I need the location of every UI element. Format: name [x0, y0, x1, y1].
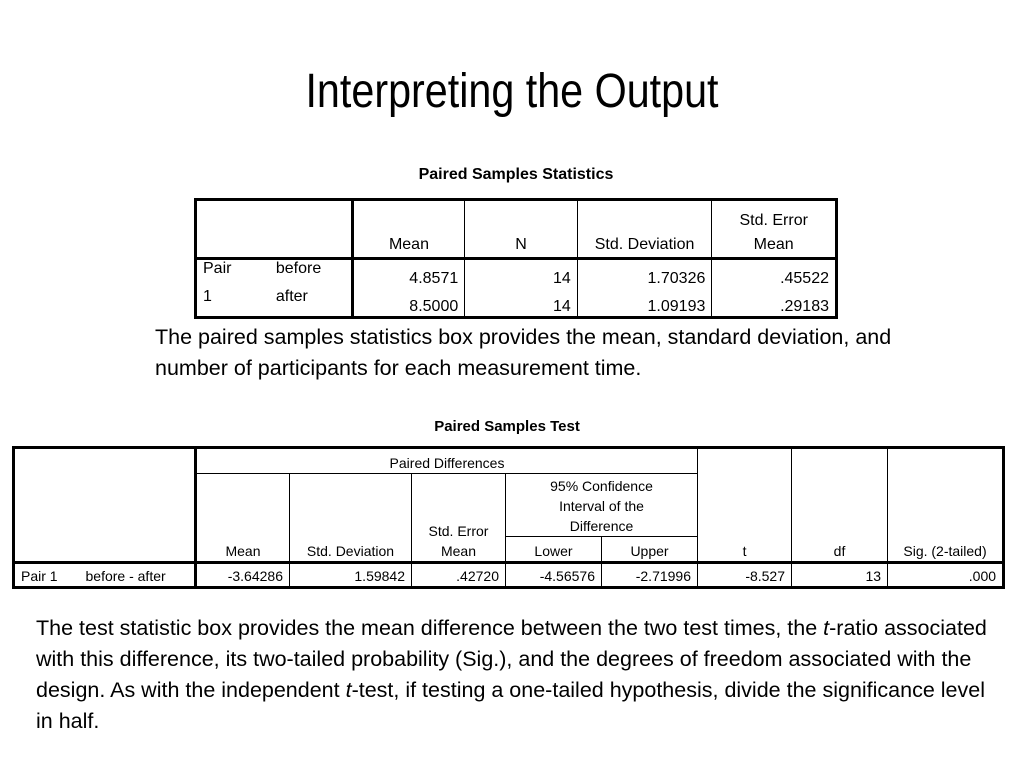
cell-n: 14 [465, 259, 578, 289]
col-header-df: df [792, 448, 888, 563]
pair-label: Pair 1 [21, 568, 58, 584]
col-header-se-line1: Std. Error [739, 212, 808, 229]
ci-header-line2: Interval of the [559, 498, 644, 514]
stats-table-title: Paired Samples Statistics [418, 166, 614, 183]
test-table-title: Paired Samples Test [434, 418, 580, 435]
test-header-row-1 [14, 448, 1004, 474]
corner-cell [270, 200, 352, 259]
cell-df: 13 [792, 563, 888, 588]
caption-part1: The test statistic box provides the mean difference between the two test times, the [36, 616, 824, 640]
caption-part3: -test, if testing a one-tailed hypothesis, divide the significance level in half. [36, 678, 985, 733]
col-header-mean: Mean [196, 474, 290, 563]
cell-t: -8.527 [698, 563, 792, 588]
stats-header-row [196, 200, 837, 259]
caption-part2: -ratio associated with this difference, its two-tailed probability (Sig.), and the degrees of freedom associated with the design. As with the independent [36, 616, 987, 702]
col-header-upper: Upper [602, 539, 698, 563]
row-label-before: before [275, 260, 322, 277]
cell-std-deviation: 1.70326 [577, 259, 712, 289]
col-header-se-line2: Mean [440, 543, 477, 559]
pair-number: 1 [203, 288, 212, 305]
cell-mean: 8.5000 [352, 288, 465, 318]
table-row [196, 259, 837, 289]
row-label: before - after [85, 568, 166, 584]
cell-sig: .000 [888, 563, 1004, 588]
cell-mean: -3.64286 [196, 563, 290, 588]
ci-header-line1: 95% Confidence [550, 478, 653, 494]
group-header-confidence-interval [506, 474, 698, 537]
cell-std-error: .45522 [712, 259, 837, 289]
cell-std-deviation: 1.09193 [577, 288, 712, 318]
col-header-mean: Mean [352, 200, 465, 259]
row-label-after: after [275, 288, 308, 305]
col-header-lower: Lower [506, 539, 602, 563]
group-header-paired-differences: Paired Differences [196, 448, 698, 474]
cell-std-error: .29183 [712, 288, 837, 318]
col-header-std-error-mean [412, 474, 506, 563]
pair-label: Pair [203, 260, 232, 277]
stats-caption: The paired samples statistics box provides the mean, standard deviation, and number of participants for each measurement time. [155, 325, 892, 380]
col-header-n: N [465, 200, 578, 259]
caption-t-italic-2: t [345, 678, 352, 702]
slide-title: Interpreting the Output [305, 65, 719, 118]
col-header-se-line2: Mean [753, 236, 794, 253]
col-header-std-error-mean [712, 200, 837, 259]
corner-cell [14, 448, 196, 563]
col-header-std-deviation: Std. Deviation [290, 474, 412, 563]
col-header-se-line1: Std. Error [428, 523, 489, 539]
cell-upper: -2.71996 [602, 563, 698, 588]
cell-std-error: .42720 [412, 563, 506, 588]
table-row [196, 288, 837, 318]
col-header-sig: Sig. (2-tailed) [888, 448, 1004, 563]
col-header-t: t [698, 448, 792, 563]
col-header-std-deviation: Std. Deviation [577, 200, 712, 259]
corner-cell [196, 200, 270, 259]
cell-n: 14 [465, 288, 578, 318]
caption-t-italic-1: t [823, 616, 830, 640]
cell-lower: -4.56576 [506, 563, 602, 588]
paired-samples-test-table [12, 446, 1005, 589]
cell-std-deviation: 1.59842 [290, 563, 412, 588]
test-caption [36, 613, 996, 737]
paired-samples-statistics-table [194, 198, 838, 319]
table-row [14, 563, 1004, 588]
ci-header-line3: Difference [569, 518, 634, 534]
cell-mean: 4.8571 [352, 259, 465, 289]
